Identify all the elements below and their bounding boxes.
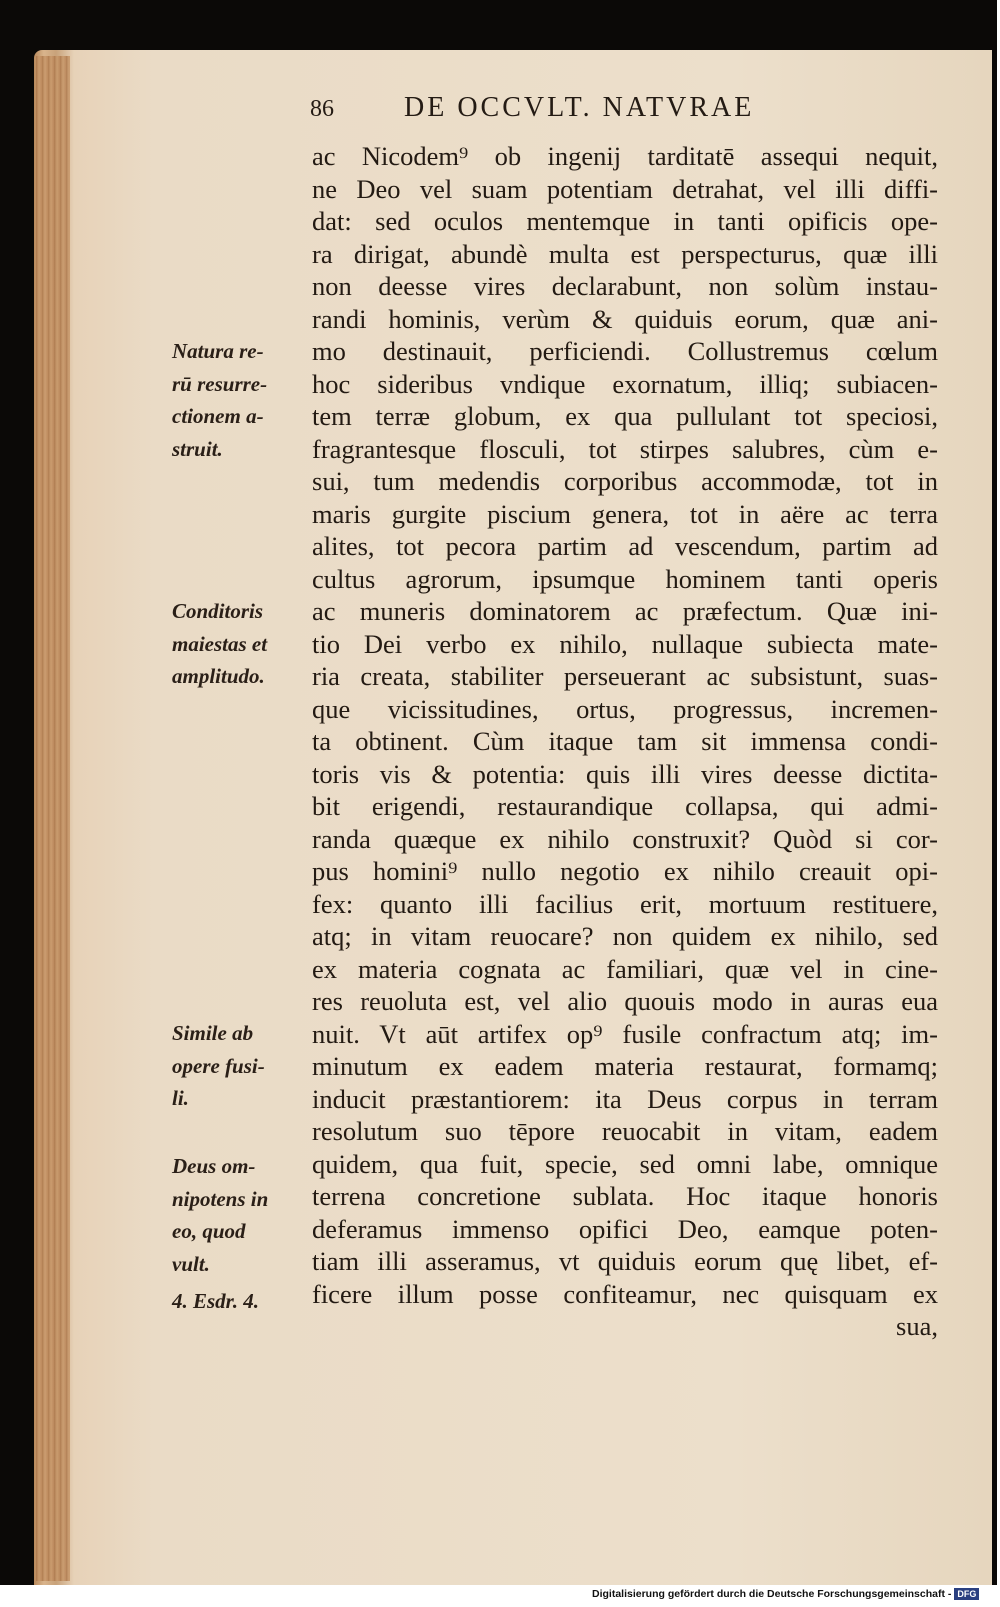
text-line: quidem, qua fuit, specie, sed omni labe, omnique: [312, 1148, 938, 1179]
text-line: randi hominis, verùm & quiduis eorum, quæ ani-: [312, 303, 938, 334]
dfg-logo: DFG: [954, 1588, 979, 1600]
margin-note-line: rū resurre-: [172, 371, 268, 396]
text-line: ac Nicodem⁹ ob ingenij tarditatē assequi nequit,: [312, 141, 938, 171]
margin-note-line: struit.: [172, 436, 223, 461]
margin-note-line: Conditoris: [172, 599, 264, 623]
text-line: resolutum suo tēpore reuocabit in vitam, eadem: [312, 1116, 938, 1146]
margin-note-line: Natura re-: [172, 339, 264, 363]
margin-note-resurrection: [172, 335, 312, 465]
margin-note-simile: [172, 1017, 312, 1115]
margin-note-line: vult.: [172, 1251, 210, 1276]
margin-note-conditor: [172, 595, 312, 693]
margin-note-line: ctionem a-: [172, 404, 264, 428]
page-edge: [36, 56, 70, 1581]
text-line: tiam illi asseramus, vt quiduis eorum quę libet, ef-: [312, 1246, 938, 1276]
text-line: maris gurgite piscium genera, tot in aëre ac terra: [312, 498, 938, 529]
margin-note-line: Deus om-: [172, 1154, 256, 1178]
margin-note-line: maiestas et: [172, 631, 268, 656]
text-line: ex materia cognata ac familiari, quæ vel in cine-: [312, 953, 938, 984]
page-number: 86: [310, 96, 334, 122]
text-line: mo destinauit, perficiendi. Collustremus cœlum: [312, 336, 938, 366]
text-line: ne Deo vel suam potentiam detrahat, vel illi diffi-: [312, 173, 938, 204]
running-title: DE OCCVLT. NATVRAE: [404, 92, 755, 123]
text-line: tio Dei verbo ex nihilo, nullaque subiecta mate-: [312, 628, 938, 659]
text-line: ficere illum posse confiteamur, nec quisquam ex: [312, 1278, 938, 1309]
text-line: fex: quanto illi facilius erit, mortuum restituere,: [312, 888, 938, 919]
text-line: dat: sed oculos mentemque in tanti opificis ope-: [312, 206, 938, 236]
digitization-footer: [592, 1588, 996, 1606]
text-line: ta obtinent. Cùm itaque tam sit immensa condi-: [312, 726, 938, 756]
text-line: inducit præstantiorem: ita Deus corpus in terram: [312, 1083, 938, 1114]
text-line: fragrantesque flosculi, tot stirpes salubres, cùm e-: [312, 433, 938, 464]
margin-note-line: opere fusi-: [172, 1053, 265, 1078]
text-line: randa quæque ex nihilo construxit? Quòd si cor-: [312, 823, 938, 854]
margin-note-line: li.: [172, 1086, 189, 1110]
text-line: que vicissitudines, ortus, progressus, incremen-: [312, 693, 938, 724]
text-line: ria creata, stabiliter perseuerant ac subsistunt, suas-: [312, 661, 938, 691]
text-line: non deesse vires declarabunt, non solùm instau-: [312, 271, 938, 301]
text-line: deferamus immenso opifici Deo, eamque poten-: [312, 1213, 938, 1244]
text-line: toris vis & potentia: quis illi vires deesse dictita-: [312, 758, 938, 789]
text-line: hoc sideribus vndique exornatum, illiq; subiacen-: [312, 368, 938, 399]
margin-note-line: eo, quod: [172, 1219, 246, 1243]
text-line: cultus agrorum, ipsumque hominem tanti operis: [312, 563, 938, 594]
margin-note-line: Simile ab: [172, 1021, 254, 1045]
text-line: terrena concretione sublata. Hoc itaque honoris: [312, 1181, 938, 1211]
text-line: ac muneris dominatorem ac præfectum. Quæ ini-: [312, 596, 938, 626]
margin-note-line: 4. Esdr. 4.: [172, 1289, 259, 1313]
text-line: pus homini⁹ nullo negotio ex nihilo creauit opi-: [312, 856, 938, 886]
text-line: nuit. Vt aūt artifex op⁹ fusile confractum atq; im-: [312, 1018, 938, 1049]
text-line: ra dirigat, abundè multa est perspecturus, quæ illi: [312, 238, 938, 269]
margin-note-line: nipotens in: [172, 1186, 269, 1211]
text-line: atq; in vitam reuocare? non quidem ex nihilo, sed: [312, 921, 938, 951]
catchword: sua,: [896, 1311, 938, 1341]
main-text: [312, 140, 938, 1343]
text-line: res reuoluta est, vel alio quouis modo in auras eua: [312, 986, 938, 1016]
margin-note-deus: [172, 1150, 312, 1280]
text-line: minutum ex eadem materia restaurat, formamq;: [312, 1051, 938, 1081]
margin-note-esdr: [172, 1285, 312, 1318]
margin-note-line: amplitudo.: [172, 664, 265, 688]
text-line: bit erigendi, restaurandique collapsa, qui admi-: [312, 791, 938, 821]
text-line: tem terræ globum, ex qua pullulant tot speciosi,: [312, 401, 938, 431]
text-line: sui, tum medendis corporibus accommodæ, tot in: [312, 466, 938, 496]
footer-text: Digitalisierung gefördert durch die Deutsche Forschungsgemeinschaft -: [592, 1588, 952, 1600]
running-header: [310, 92, 950, 136]
text-line: alites, tot pecora partim ad vescendum, partim ad: [312, 531, 938, 561]
